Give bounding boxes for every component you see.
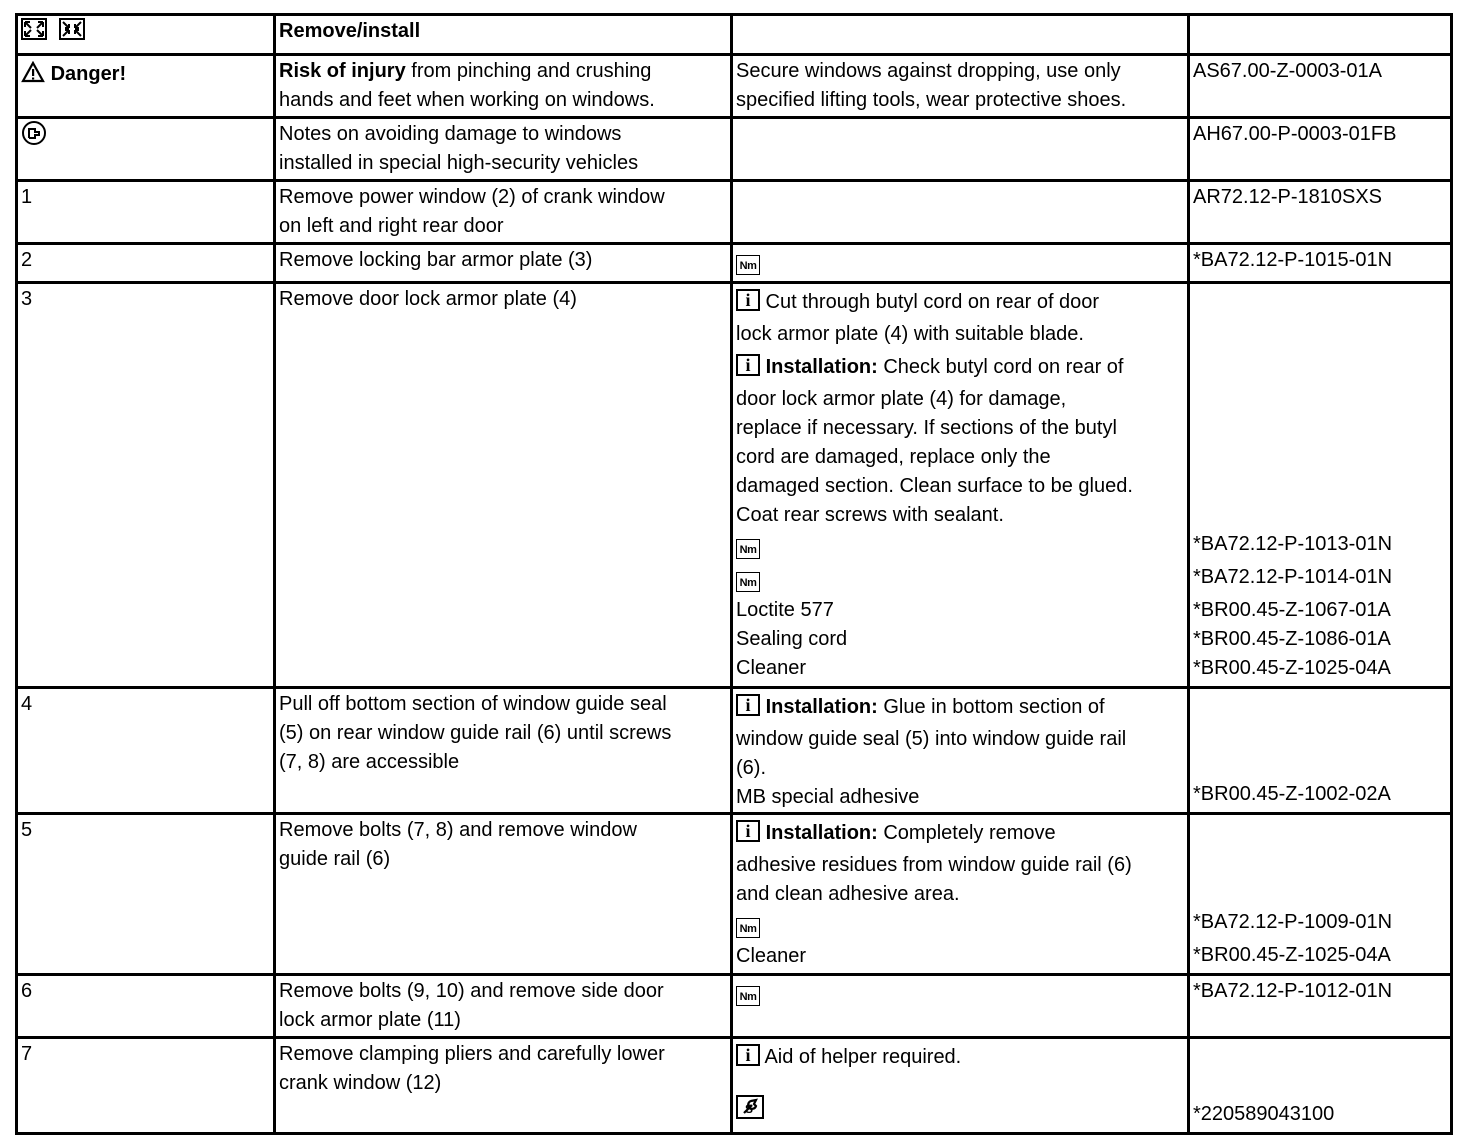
- procedure-table: [15, 13, 1453, 1135]
- step-3-nm-line2: [736, 563, 1184, 596]
- header-empty-3: [732, 15, 1189, 55]
- step-3-info1-line2: lock armor plate (4) with suitable blade.: [736, 323, 1084, 345]
- step-4-line2: (5) on rear window guide rail (6) until screws: [279, 722, 672, 744]
- header-title: Remove/install: [275, 15, 732, 55]
- torque-nm-icon[interactable]: Nm: [736, 572, 760, 592]
- step-3-material-3: Cleaner: [736, 657, 807, 679]
- step-4-line1: Pull off bottom section of window guide seal: [279, 693, 667, 715]
- svg-text:i: i: [745, 355, 751, 375]
- installation-label: Installation:: [765, 696, 878, 718]
- notice-empty: [732, 118, 1189, 181]
- step-3-info2-line1: Check butyl cord on rear of: [877, 356, 1124, 378]
- danger-text-inline: from pinching and crushing: [405, 60, 652, 82]
- step-3-refs: [1189, 283, 1452, 688]
- step-row-6: [17, 975, 1452, 1038]
- header-empty-4: [1189, 15, 1452, 55]
- step-5-info-line2: adhesive residues from window guide rail (6): [736, 854, 1132, 876]
- step-3-notes: [732, 283, 1189, 688]
- notice-ref[interactable]: AH67.00-P-0003-01FB: [1189, 118, 1452, 181]
- step-5-info-line1: Completely remove: [877, 822, 1056, 844]
- step-3-ref-nm2[interactable]: *BA72.12-P-1014-01N: [1193, 566, 1393, 588]
- step-6-line2: lock armor plate (11): [279, 1009, 461, 1031]
- step-4-info: [736, 693, 1184, 725]
- danger-remedy: [732, 55, 1189, 118]
- danger-description: [275, 55, 732, 118]
- step-4-description: [275, 688, 732, 814]
- step-4-info-line1: Glue in bottom section of: [877, 696, 1105, 718]
- collapse-arrows-icon[interactable]: [59, 18, 85, 49]
- step-row-4: [17, 688, 1452, 814]
- step-3-ref-mat2[interactable]: *BR00.45-Z-1086-01A: [1193, 628, 1391, 650]
- step-3-info2: [736, 353, 1184, 385]
- step-7-ref[interactable]: *220589043100: [1189, 1038, 1452, 1134]
- step-1-ref[interactable]: AR72.12-P-1810SXS: [1189, 181, 1452, 244]
- step-4-material: MB special adhesive: [736, 786, 920, 808]
- step-3-ref-mat3[interactable]: *BR00.45-Z-1025-04A: [1193, 657, 1391, 679]
- danger-text-line2: hands and feet when working on windows.: [279, 89, 655, 111]
- step-5-notes: [732, 814, 1189, 975]
- danger-remedy-line2: specified lifting tools, wear protective shoes.: [736, 89, 1127, 111]
- step-3-info2-line3: replace if necessary. If sections of the butyl: [736, 417, 1117, 439]
- step-1-line2: on left and right rear door: [279, 215, 504, 237]
- danger-label: Danger!: [50, 63, 127, 85]
- step-3-info1-line1: Cut through butyl cord on rear of door: [760, 291, 1100, 313]
- step-1-notes: [732, 181, 1189, 244]
- step-2-ref[interactable]: *BA72.12-P-1015-01N: [1189, 244, 1452, 283]
- step-3-info2-line6: Coat rear screws with sealant.: [736, 504, 1004, 526]
- step-number: 7: [17, 1038, 275, 1134]
- special-tool-icon[interactable]: [736, 1095, 764, 1128]
- step-3-material-1: Loctite 577: [736, 599, 834, 621]
- step-7-description: [275, 1038, 732, 1134]
- info-icon[interactable]: [736, 1044, 760, 1075]
- torque-nm-icon[interactable]: Nm: [736, 986, 760, 1006]
- step-5-info: [736, 819, 1184, 851]
- step-3-description: Remove door lock armor plate (4): [275, 283, 732, 688]
- step-7-info: [736, 1043, 1184, 1075]
- step-number: 1: [17, 181, 275, 244]
- step-3-info2-line4: cord are damaged, replace only the: [736, 446, 1051, 468]
- danger-title: Risk of injury: [279, 60, 406, 82]
- step-5-info-line3: and clean adhesive area.: [736, 883, 960, 905]
- step-5-line1: Remove bolts (7, 8) and remove window: [279, 819, 637, 841]
- step-4-notes: [732, 688, 1189, 814]
- svg-text:i: i: [745, 821, 751, 841]
- danger-remedy-line1: Secure windows against dropping, use only: [736, 60, 1121, 82]
- notice-line2: installed in special high-security vehicles: [279, 152, 639, 174]
- step-3-info2-line5: damaged section. Clean surface to be glued.: [736, 475, 1133, 497]
- step-3-ref-mat1[interactable]: *BR00.45-Z-1067-01A: [1193, 599, 1391, 621]
- step-5-ref-mat[interactable]: *BR00.45-Z-1025-04A: [1193, 944, 1391, 966]
- step-1-line1: Remove power window (2) of crank window: [279, 186, 665, 208]
- step-2-description: Remove locking bar armor plate (3): [275, 244, 732, 283]
- svg-text:S: S: [745, 1102, 754, 1116]
- step-3-info2-line2: door lock armor plate (4) for damage,: [736, 388, 1067, 410]
- step-number: 3: [17, 283, 275, 688]
- info-icon[interactable]: [736, 694, 760, 725]
- step-3-ref-nm1[interactable]: *BA72.12-P-1013-01N: [1193, 533, 1393, 555]
- step-2-notes: [732, 244, 1189, 283]
- step-7-notes: [732, 1038, 1189, 1134]
- step-number: 5: [17, 814, 275, 975]
- svg-text:i: i: [745, 695, 751, 715]
- step-4-info-line2: window guide seal (5) into window guide rail: [736, 728, 1127, 750]
- notice-description: [275, 118, 732, 181]
- step-4-line3: (7, 8) are accessible: [279, 751, 460, 773]
- step-4-info-line3: (6).: [736, 757, 766, 779]
- step-5-nm-line: [736, 909, 1184, 942]
- torque-nm-icon[interactable]: Nm: [736, 255, 760, 275]
- step-3-info1: [736, 288, 1184, 320]
- svg-text:i: i: [745, 1045, 751, 1065]
- step-row-7: [17, 1038, 1452, 1134]
- svg-text:i: i: [745, 290, 751, 310]
- step-number: 4: [17, 688, 275, 814]
- step-3-material-2: Sealing cord: [736, 628, 848, 650]
- info-icon[interactable]: [736, 354, 760, 385]
- torque-nm-icon[interactable]: Nm: [736, 918, 760, 938]
- step-7-line1: Remove clamping pliers and carefully lower: [279, 1043, 665, 1065]
- info-icon[interactable]: [736, 289, 760, 320]
- step-number: 6: [17, 975, 275, 1038]
- step-5-refs: [1189, 814, 1452, 975]
- step-7-info-text: Aid of helper required.: [760, 1046, 962, 1068]
- notice-icon-cell: [17, 118, 275, 181]
- installation-label: Installation:: [765, 822, 878, 844]
- danger-cell: [17, 55, 275, 118]
- danger-row: [17, 55, 1452, 118]
- header-row: [17, 15, 1452, 55]
- header-icons-cell: [17, 15, 275, 55]
- step-5-material: Cleaner: [736, 945, 807, 967]
- step-description: [275, 181, 732, 244]
- step-5-line2: guide rail (6): [279, 848, 391, 870]
- notice-hand-icon: [21, 120, 47, 155]
- notice-row: [17, 118, 1452, 181]
- torque-nm-icon[interactable]: Nm: [736, 539, 760, 559]
- step-3-nm-line1: [736, 530, 1184, 563]
- warning-triangle-icon: [21, 61, 45, 92]
- info-icon[interactable]: [736, 820, 760, 851]
- step-row-1: [17, 181, 1452, 244]
- step-7-line2: crank window (12): [279, 1072, 442, 1094]
- step-number: 2: [17, 244, 275, 283]
- danger-ref[interactable]: AS67.00-Z-0003-01A: [1189, 55, 1452, 118]
- step-5-ref-nm[interactable]: *BA72.12-P-1009-01N: [1193, 911, 1393, 933]
- step-row-2: [17, 244, 1452, 283]
- step-6-notes: [732, 975, 1189, 1038]
- step-4-ref[interactable]: *BR00.45-Z-1002-02A: [1189, 688, 1452, 814]
- installation-label: Installation:: [765, 356, 878, 378]
- step-6-description: [275, 975, 732, 1038]
- step-7-tool-line: [736, 1095, 1184, 1128]
- step-row-3: [17, 283, 1452, 688]
- step-5-description: [275, 814, 732, 975]
- step-6-ref[interactable]: *BA72.12-P-1012-01N: [1189, 975, 1452, 1038]
- step-6-line1: Remove bolts (9, 10) and remove side door: [279, 980, 664, 1002]
- step-row-5: [17, 814, 1452, 975]
- notice-line1: Notes on avoiding damage to windows: [279, 123, 622, 145]
- expand-arrows-icon[interactable]: [21, 18, 47, 49]
